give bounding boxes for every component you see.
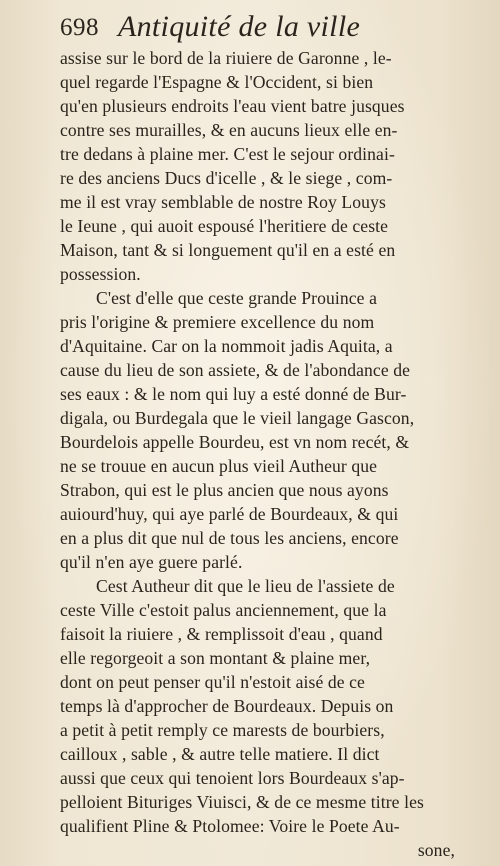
paragraph-start-line: C'est d'elle que ceste grande Prouince a [96,288,377,308]
text-line: faisoit la riuiere , & remplissoit d'eau , quand [60,624,383,644]
text-line: pris l'origine & premiere excellence du nom [60,312,375,332]
text-line: Maison, tant & si longuement qu'il en a esté en [60,240,396,260]
text-line: pelloient Bituriges Viuisci, & de ce mesme titre les [60,792,424,812]
text-line: qualifient Pline & Ptolomee: Voire le Poete Au- [60,816,400,836]
text-line: Bourdelois appelle Bourdeu, est vn nom recét, & [60,432,410,452]
text-line: cailloux , sable , & autre telle matiere. Il dict [60,744,380,764]
text-line: en a plus dit que nul de tous les anciens, encore [60,528,399,548]
page-number: 698 [60,14,99,41]
text-line: elle regorgeoit a son montant & plaine mer, [60,648,371,668]
text-line: le Ieune , qui auoit espousé l'heritiere de ceste [60,216,389,236]
text-line: temps là d'approcher de Bourdeaux. Depuis on [60,696,394,716]
text-line: tre dedans à plaine mer. C'est le sejour ordinai- [60,144,395,164]
running-head: Antiquité de la ville [118,10,361,43]
text-line: qu'il n'en aye guere parlé. [60,552,243,572]
text-line: Strabon, qui est le plus ancien que nous ayons [60,480,389,500]
text-line: auiourd'huy, qui aye parlé de Bourdeaux, & qui [60,504,399,524]
text-line: digala, ou Burdegala que le vieil langage Gascon, [60,408,415,428]
text-line: ses eaux : & le nom qui luy a esté donné de Bur- [60,384,407,404]
text-line: quel regarde l'Espagne & l'Occident, si bien [60,72,374,92]
text-line: dont on peut penser qu'il n'estoit aisé de ce [60,672,365,692]
catchword-line: sone, [417,840,455,860]
text-line: a petit à petit remply ce marests de bourbiers, [60,720,385,740]
text-line: assise sur le bord de la riuiere de Garonne , le- [60,48,392,68]
text-line: cause du lieu de son assiete, & de l'abondance de [60,360,411,380]
paragraph-start-line: Cest Autheur dit que le lieu de l'assiete de [96,576,395,596]
text-line: aussi que ceux qui tenoient lors Bourdeaux s'ap- [60,768,405,788]
page-header [60,8,500,46]
text-line: possession. [60,264,141,284]
text-line: d'Aquitaine. Car on la nommoit jadis Aquita, a [60,336,393,356]
text-line: me il est vray semblable de nostre Roy Louys [60,192,386,212]
text-line: ne se trouue en aucun plus vieil Autheur que [60,456,378,476]
text-line: re des anciens Ducs d'icelle , & le siege , com- [60,168,393,188]
text-line: contre ses murailles, & en aucuns lieux elle en- [60,120,398,140]
text-line: ceste Ville c'estoit palus anciennement, que la [60,600,387,620]
text-line: qu'en plusieurs endroits l'eau vient batre jusques [60,96,405,116]
